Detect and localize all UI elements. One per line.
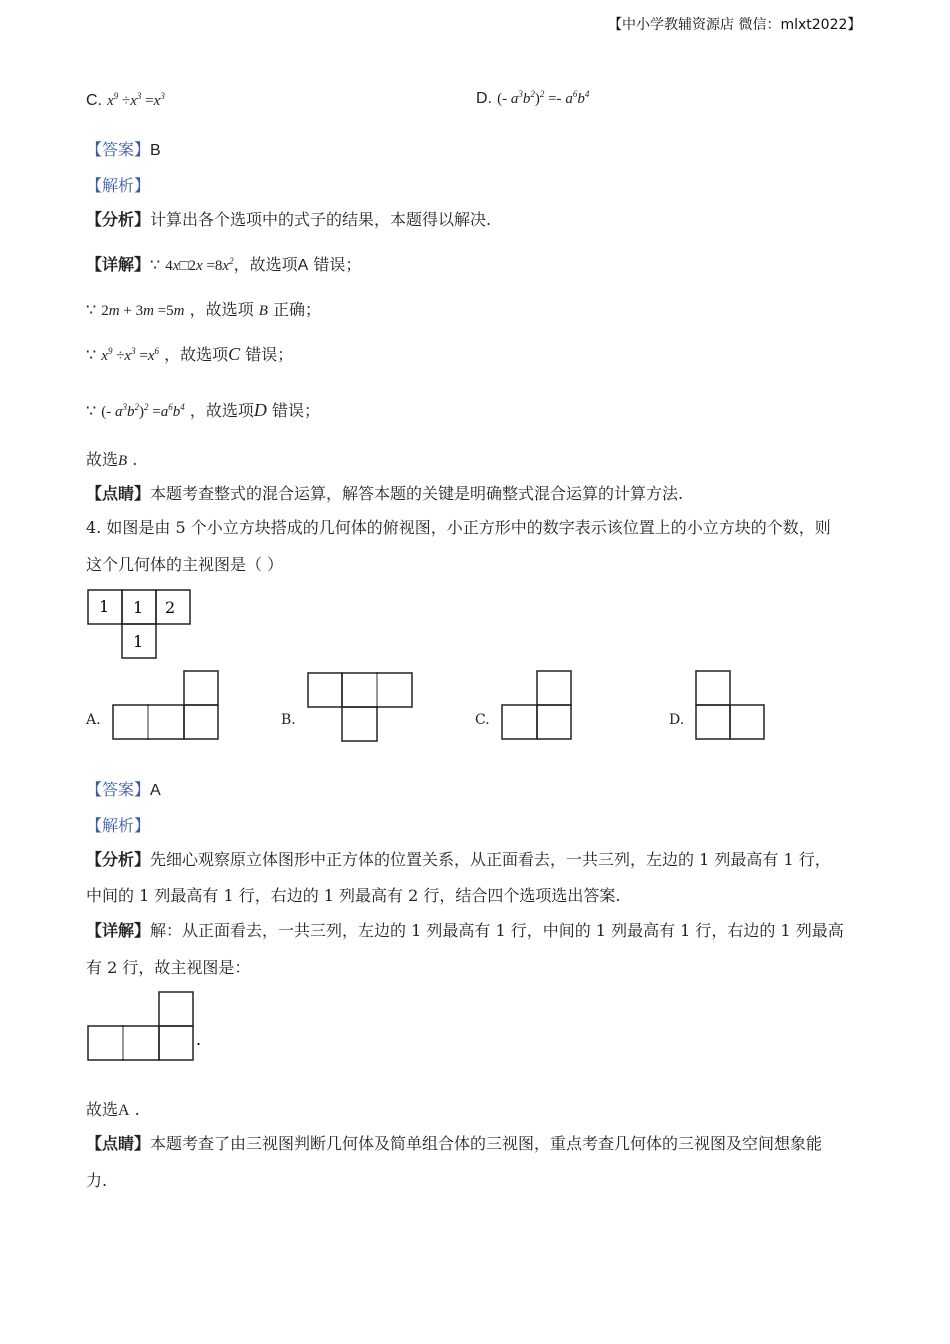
q3-detail-line-2: ∵ 2m + 3m =5m ，故选项 B 正确； xyxy=(86,300,321,319)
choose-prefix: 故选 xyxy=(86,1100,119,1119)
front-view-diagram xyxy=(86,990,210,1066)
q4-option-c-label: C. xyxy=(475,712,490,728)
option-d xyxy=(476,88,589,109)
q3-detail-line-1: 【详解】∵ 4x□2x $=8x^2$，故选项A 错误； xyxy=(86,255,362,274)
detail-option: C xyxy=(228,344,241,364)
dianjing-text: 本题考查整式的混合运算，解答本题的关键是明确整式混合运算的计算方法. xyxy=(150,484,684,503)
detail-end: 错误； xyxy=(271,401,320,420)
analysis-tag: 【解析】 xyxy=(86,816,151,835)
detail-suffix: ，故选项 xyxy=(189,401,254,420)
fenxi-tag: 【分析】 xyxy=(86,850,151,869)
grid-number: 1 xyxy=(99,597,110,616)
q4-fenxi-line-2: 中间的 1 列最高有 1 行，右边的 1 列最高有 2 行，结合四个选项选出答案. xyxy=(86,886,621,905)
q4-detail-line-1 xyxy=(86,921,844,941)
choose-prefix: 故选 xyxy=(86,450,119,469)
q4-stem-line-2: 这个几何体的主视图是（ ） xyxy=(86,555,284,574)
detail-suffix: ，故选项 xyxy=(189,300,254,319)
q3-fenxi xyxy=(86,210,491,230)
q4-option-a-figure xyxy=(111,669,221,743)
grid-number: 2 xyxy=(165,598,176,617)
answer-tag: 【答案】 xyxy=(86,780,151,799)
detail-suffix: ，故选项 xyxy=(233,255,298,274)
detail-text: 解：从正面看去，一共三列，左边的 1 列最高有 1 行，中间的 1 列最高有 1 行，右边的 1 列最高 xyxy=(150,921,844,940)
q4-fenxi-line-1 xyxy=(86,850,831,870)
option-c xyxy=(86,90,165,111)
q3-choose: 故选B . xyxy=(86,450,138,469)
detail-end: 错误； xyxy=(313,255,362,274)
answer-tag: 【答案】 xyxy=(86,140,151,159)
fenxi-tag: 【分析】 xyxy=(86,210,151,229)
dianjing-text: 本题考查了由三视图判断几何体及简单组合体的三视图，重点考查几何体的三视图及空间想象能 xyxy=(150,1134,823,1153)
grid-number: 1 xyxy=(133,598,144,617)
xiangjie-tag: 【详解】 xyxy=(86,921,151,940)
analysis-tag: 【解析】 xyxy=(86,176,151,195)
top-view-diagram xyxy=(86,588,196,662)
dianjing-tag: 【点睛】 xyxy=(86,1134,151,1153)
q3-analysis-tag xyxy=(86,176,150,196)
q4-analysis-tag xyxy=(86,816,150,836)
choose-option: B xyxy=(118,453,128,469)
fenxi-text: 计算出各个选项中的式子的结果，本题得以解决. xyxy=(150,210,492,229)
detail-option: B xyxy=(258,303,268,319)
q4-dianjing-line-1 xyxy=(86,1134,822,1154)
q4-answer xyxy=(86,780,161,801)
detail-option: A xyxy=(297,257,309,274)
choose-option: A xyxy=(118,1102,130,1119)
q4-choose: 故选A . xyxy=(86,1100,140,1119)
fenxi-text: 先细心观察原立体图形中正方体的位置关系，从正面看去，一共三列，左边的 1 列最高有 1 行， xyxy=(150,850,831,869)
detail-end: 正确； xyxy=(272,300,321,319)
q4-stem-line-1: 4. 如图是由 5 个小立方块搭成的几何体的俯视图，小正方形中的数字表示该位置上的小立方块的个数，则 xyxy=(86,518,831,537)
answer-value: B xyxy=(150,142,161,159)
option-c-label: C. xyxy=(86,92,102,109)
detail-suffix: ，故选项 xyxy=(164,345,229,364)
q4-option-b-label: B. xyxy=(281,712,296,728)
option-d-label: D. xyxy=(476,90,492,107)
q3-answer xyxy=(86,140,161,161)
q4-option-d-figure xyxy=(694,669,770,743)
diagram-period: . xyxy=(196,1030,202,1049)
q4-option-d-label: D. xyxy=(669,712,685,728)
xiangjie-tag: 【详解】 xyxy=(86,255,151,274)
answer-value: A xyxy=(150,782,161,799)
option-d-formula: (- $a^3b^2)^2 =- a^6b^4$ xyxy=(497,89,590,107)
detail-end: 错误； xyxy=(245,345,294,364)
grid-number: 1 xyxy=(133,632,144,651)
option-c-formula: $x^9 \div x^3 =x^3$ xyxy=(107,91,165,109)
q3-detail-line-3: ∵ $x^9 \div x^3 =x^6$ ，故选项C 错误； xyxy=(86,344,294,364)
q4-option-a-label: A. xyxy=(86,712,101,728)
q3-dianjing xyxy=(86,484,683,504)
q4-detail-line-2: 有 2 行，故主视图是： xyxy=(86,958,251,977)
q4-option-c-figure xyxy=(500,669,576,743)
page-header: 【中小学教辅资源店 微信：mlxt2022】 xyxy=(608,17,862,33)
dianjing-tag: 【点睛】 xyxy=(86,484,151,503)
q3-detail-line-4: ∵ (- $a^3b^2)^2 =a^6b^4$ ，故选项D 错误； xyxy=(86,400,320,420)
detail-option: D xyxy=(253,400,267,420)
q4-dianjing-line-2: 力. xyxy=(86,1171,108,1190)
q4-option-b-figure xyxy=(306,671,416,745)
